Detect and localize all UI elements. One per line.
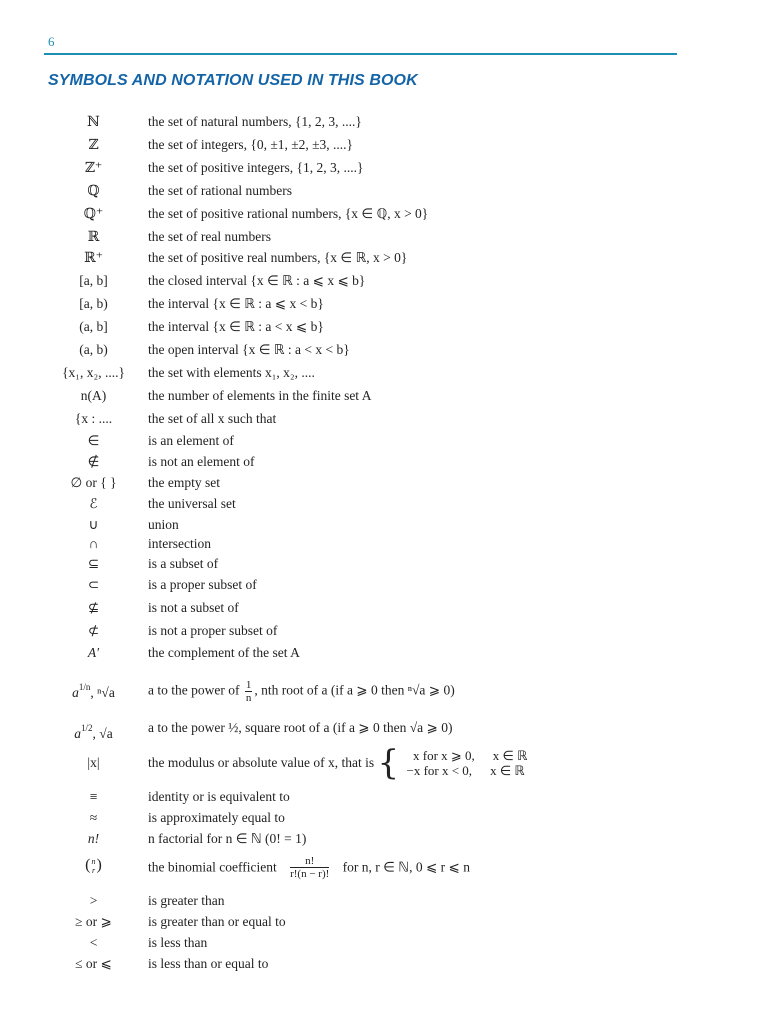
modulus-symbol: |x|	[87, 755, 100, 770]
notation-symbol: n(A)	[80, 388, 107, 403]
notation-meaning: the set of natural numbers, {1, 2, 3, ....}	[148, 114, 362, 129]
case-2-expr: −x for x < 0,	[406, 763, 473, 778]
notation-symbol: A′	[87, 645, 100, 660]
notation-meaning: union	[148, 517, 179, 532]
notation-meaning: the set of positive integers, {1, 2, 3, ....}	[148, 160, 364, 175]
fraction-denominator: n	[245, 692, 252, 704]
square-root-symbol: √a	[99, 726, 113, 741]
cases-brace: {	[377, 743, 400, 783]
notation-meaning: the interval {x ∈ ℝ : a < x ⩽ b}	[148, 319, 324, 334]
case-1-expr: x for x ⩾ 0,	[412, 748, 475, 763]
notation-symbol: ℚ	[87, 183, 100, 199]
notation-meaning: n factorial for n ∈ ℕ (0! = 1)	[148, 831, 307, 846]
page-number: 6	[48, 34, 55, 49]
half-power-base: a	[74, 726, 82, 741]
notation-symbol: ℕ	[87, 114, 100, 130]
notation-symbol: ⊆	[87, 556, 100, 571]
notation-meaning: the set of real numbers	[148, 229, 271, 244]
notation-meaning: is greater than	[148, 893, 225, 908]
power-exponent: 1/n	[78, 682, 91, 692]
notation-meaning: the closed interval {x ∈ ℝ : a ⩽ x ⩽ b}	[148, 273, 366, 288]
binomial-bottom: r	[91, 866, 96, 875]
notation-meaning: the set of integers, {0, ±1, ±2, ±3, ....}	[148, 137, 354, 152]
fraction-numerator: 1	[245, 679, 252, 691]
binomial-top: n	[91, 857, 96, 866]
case-2	[406, 763, 524, 778]
binomial-denominator: r!(n − r)!	[290, 868, 330, 880]
notation-meaning: is not a subset of	[148, 600, 239, 615]
notation-symbol: ∉	[87, 454, 100, 469]
notation-meaning: identity or is equivalent to	[148, 789, 290, 804]
half-power-exponent: 1/2	[81, 723, 93, 733]
notation-symbol: ≥ or ⩾	[75, 914, 112, 929]
notation-meaning: the complement of the set A	[148, 645, 300, 660]
notation-symbol: ⊂	[87, 577, 100, 592]
binomial-notation: (n r)	[85, 856, 102, 875]
notation-meaning: the interval {x ∈ ℝ : a ⩽ x < b}	[148, 296, 324, 311]
half-meaning-post: , square root of a (if a ⩾ 0 then √a ⩾ 0)	[238, 720, 453, 735]
power-symbol: $a^{1/n}$, ⁿ√a	[72, 682, 115, 700]
notation-symbol: ℤ⁺	[84, 160, 103, 176]
notation-symbol: ∪	[88, 517, 99, 532]
notation-symbol: <	[89, 935, 98, 950]
notation-meaning: is greater than or equal to	[148, 914, 286, 929]
notation-meaning: is approximately equal to	[148, 810, 285, 825]
notation-meaning: is an element of	[148, 433, 234, 448]
power-meaning	[148, 679, 455, 704]
notation-meaning: the empty set	[148, 475, 220, 490]
notation-meaning: intersection	[148, 536, 211, 551]
notation-meaning: the set with elements x₁, x₂, ....	[148, 365, 315, 380]
notation-symbol: (a, b]	[79, 319, 108, 334]
binomial-stack	[92, 857, 96, 875]
half-power-meaning	[148, 720, 452, 736]
modulus-meaning: the modulus or absolute value of x, that is	[148, 755, 375, 770]
power-base: a	[72, 685, 79, 700]
page-heading: SYMBOLS AND NOTATION USED IN THIS BOOK	[48, 72, 418, 89]
notation-symbol: ≡	[89, 789, 98, 804]
binomial-meaning-post: for n, r ∈ ℕ, 0 ⩽ r ⩽ n	[342, 859, 470, 875]
notation-meaning: the set of positive rational numbers, {x ∈ ℚ, x > 0}	[148, 206, 429, 221]
notation-symbol: [a, b]	[79, 273, 108, 288]
notation-meaning: the universal set	[148, 496, 236, 511]
notation-meaning: is a subset of	[148, 556, 219, 571]
notation-symbol: ℤ	[88, 137, 99, 153]
notation-symbol: ℝ⁺	[83, 250, 104, 266]
power-meaning-pre: a to the power of	[148, 682, 240, 698]
notation-symbol: >	[89, 893, 98, 908]
notation-meaning: the open interval {x ∈ ℝ : a < x < b}	[148, 342, 350, 357]
notation-meaning: is not an element of	[148, 454, 255, 469]
notation-meaning: the set of positive real numbers, {x ∈ ℝ, x > 0}	[148, 250, 408, 265]
modulus-row	[0, 743, 768, 783]
modulus-meaning-wrap	[148, 743, 528, 783]
notation-symbol: ⊄	[87, 623, 100, 638]
case-1-cond: x ∈ ℝ	[492, 748, 528, 763]
notation-symbol: n!	[87, 831, 100, 846]
binomial-row	[0, 855, 768, 885]
half-power-symbol: $a^{1/2}$, √a	[74, 723, 113, 741]
notation-meaning: is less than	[148, 935, 208, 950]
case-1	[406, 748, 527, 763]
power-meaning-post: , nth root of a (if a ⩾ 0 then ⁿ√a ⩾ 0)	[254, 682, 455, 698]
notation-meaning: the set of rational numbers	[148, 183, 292, 198]
notation-symbol: ∈	[87, 433, 100, 448]
case-2-cond: x ∈ ℝ	[490, 763, 525, 778]
notation-symbol: ⊈	[87, 600, 100, 615]
cases	[406, 748, 527, 778]
notation-symbol: (a, b)	[79, 342, 108, 357]
nth-root-symbol: ⁿ√a	[97, 685, 115, 700]
notation-symbol: ∩	[88, 536, 99, 551]
notation-symbol: ≈	[89, 810, 98, 825]
notation-meaning: is less than or equal to	[148, 956, 269, 971]
notation-symbol: {x : ....	[74, 411, 113, 426]
notation-symbol: {x₁, x₂, ....}	[62, 365, 125, 380]
binomial-meaning-pre: the binomial coefficient	[148, 859, 277, 875]
notation-symbol: ℝ	[87, 229, 100, 245]
binomial-fraction	[290, 855, 329, 880]
power-fraction	[245, 679, 253, 704]
binomial-meaning	[148, 855, 470, 880]
half-meaning-pre: a to the power	[148, 720, 225, 735]
notation-symbol: ≤ or ⩽	[75, 956, 112, 971]
notation-symbol: ℚ⁺	[83, 206, 104, 222]
binomial-symbol	[36, 857, 151, 875]
notation-symbol: ∅ or { }	[70, 475, 117, 490]
half-fraction: ½	[228, 720, 239, 735]
notation-meaning: is a proper subset of	[148, 577, 257, 592]
notation-symbol: ℰ	[89, 496, 98, 511]
notation-meaning: the set of all x such that	[148, 411, 277, 426]
notation-meaning: the number of elements in the finite set A	[148, 388, 372, 403]
binomial-numerator: n!	[290, 855, 329, 868]
notation-symbol: [a, b)	[79, 296, 108, 311]
notation-meaning: is not a proper subset of	[148, 623, 278, 638]
